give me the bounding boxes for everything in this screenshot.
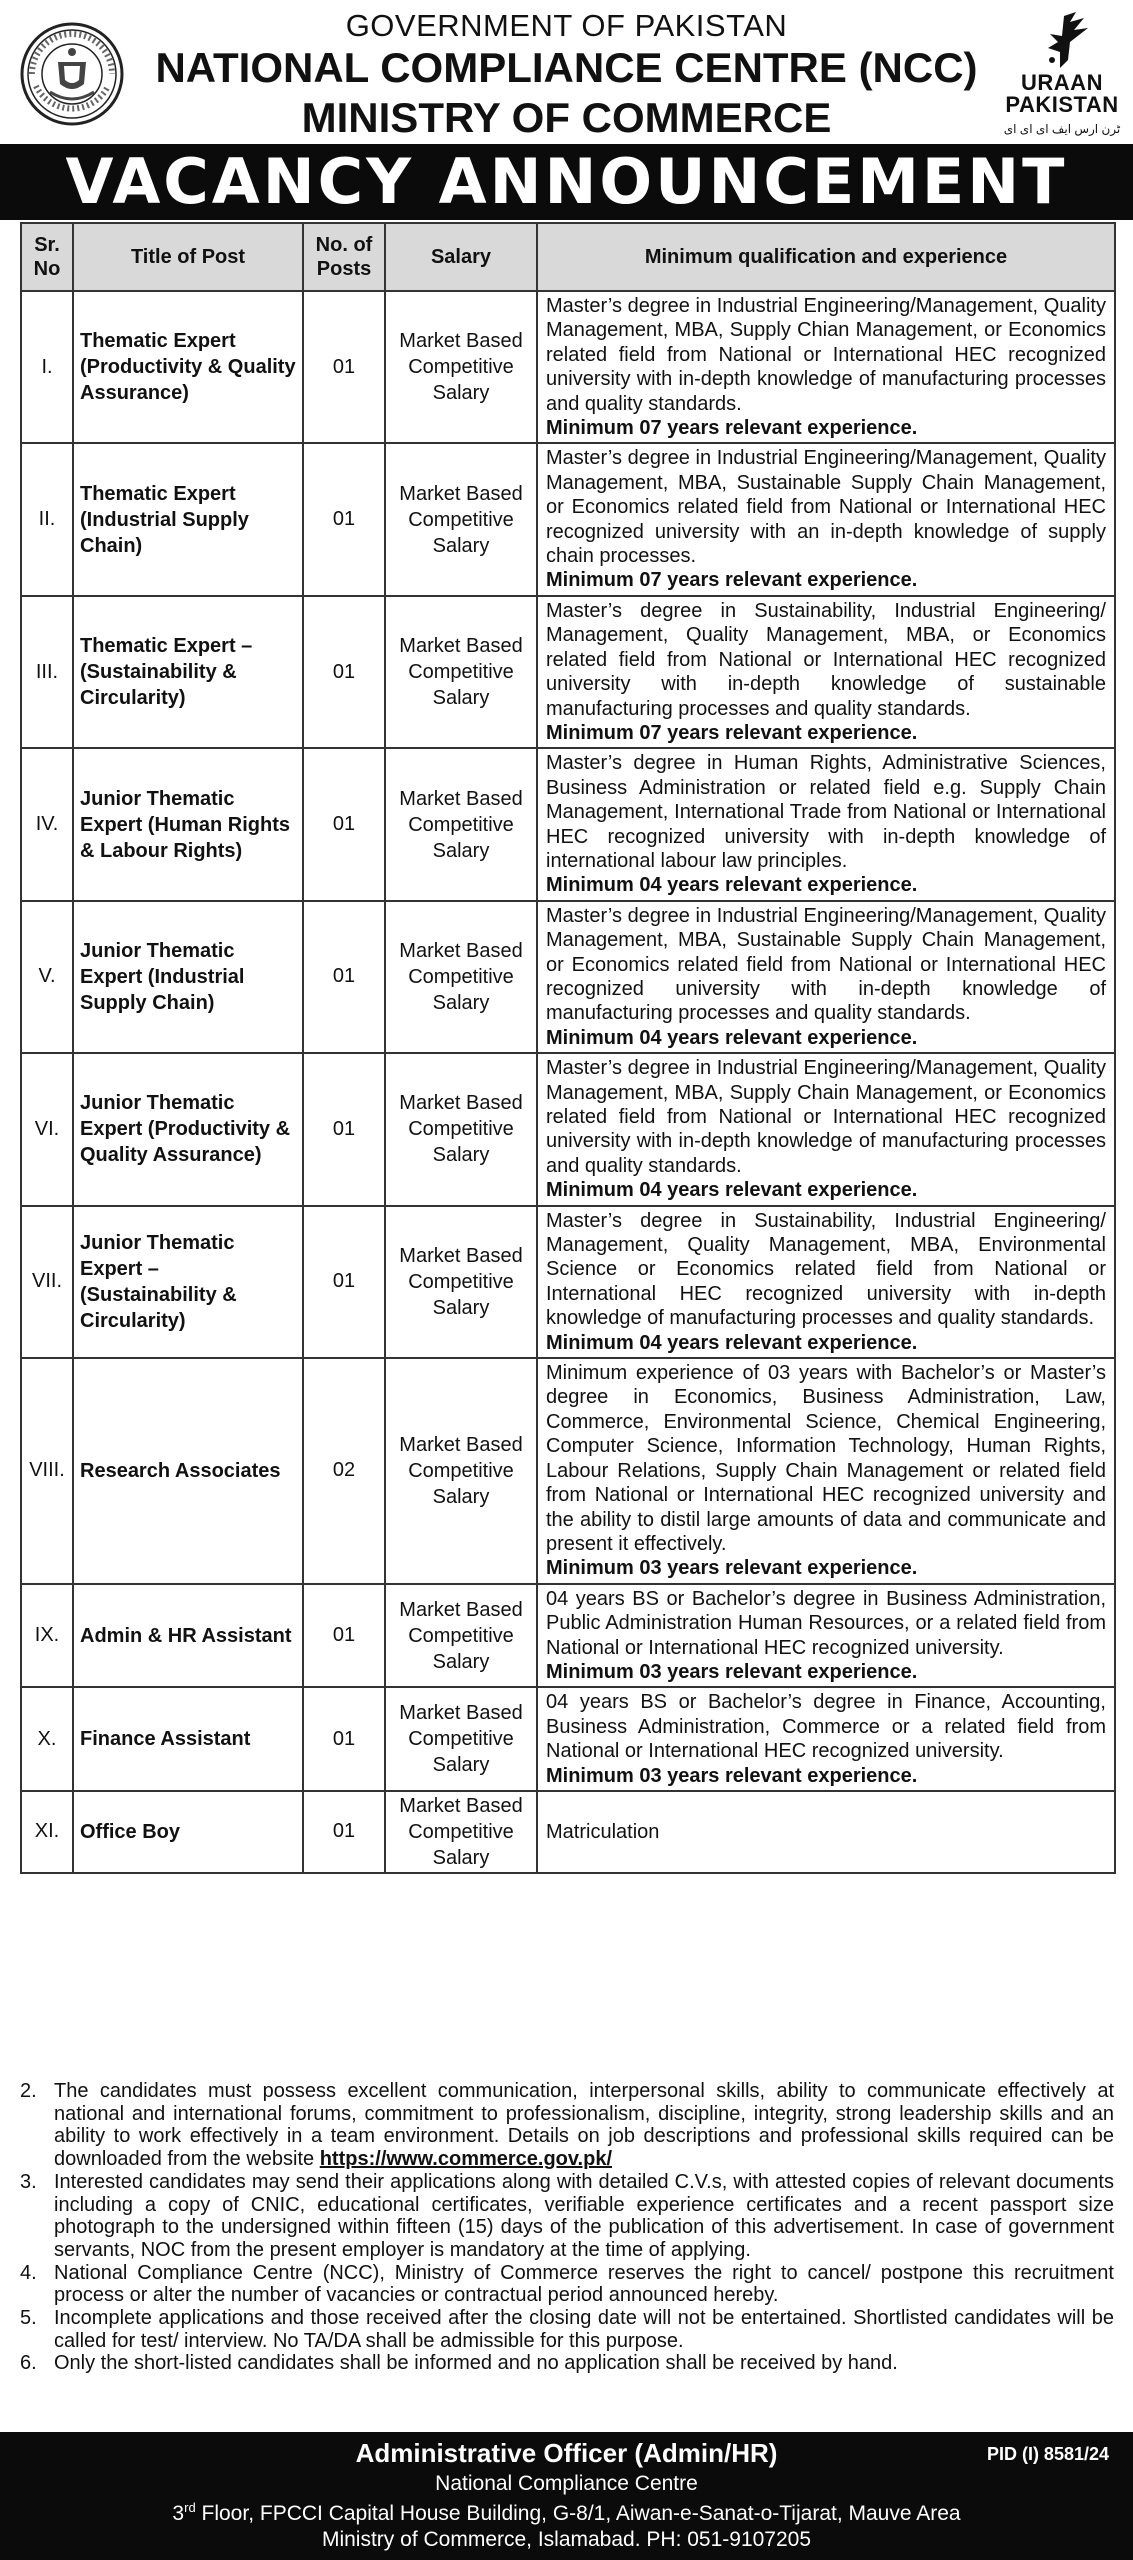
posts-count: 01	[303, 443, 385, 595]
sr-number: IV.	[21, 748, 73, 900]
posts-count: 01	[303, 596, 385, 748]
qualification-text: Master’s degree in Industrial Engineering/Management, Quality Management, MBA, Supply Chain Management, or Economics related field from National or International HEC recognized university with in-depth knowledge of manufacturing processes and quality standards.	[546, 1057, 1106, 1177]
qualification-text: Master’s degree in Sustainability, Industrial Engineering/ Management, Quality Management, MBA, Environmental Science or Economics related field from National or International HEC recognized university with in-depth knowledge of manufacturing processes and quality standards.	[546, 1209, 1106, 1330]
post-title: Junior Thematic Expert (Productivity & Quality Assurance)	[73, 1053, 303, 1205]
organization-heading: NATIONAL COMPLIANCE CENTRE (NCC)	[155, 44, 978, 91]
note-text: Interested candidates may send their applications along with detailed C.V.s, with attested copies of relevant documents including a copy of CNIC, educational certificates, verifiable experience certificates and a recent passport size photograph to the undersigned within fifteen (15) days of the publication of this advertisement. In case of government servants, NOC from the present employer is mandatory at the time of applying.	[54, 2170, 1114, 2261]
table-header-row	[21, 223, 1115, 291]
header-qualification: Minimum qualification and experience	[537, 223, 1115, 291]
uraan-logo-text: URAAN PAKISTAN	[1005, 70, 1119, 117]
header-title-of-post: Title of Post	[73, 223, 303, 291]
posts-count: 01	[303, 1584, 385, 1688]
uraan-tagline: ٹرن ارس ایف ای ای ای	[1003, 122, 1121, 136]
post-title: Thematic Expert (Industrial Supply Chain)	[73, 443, 303, 595]
sr-number: VII.	[21, 1206, 73, 1358]
post-title: Junior Thematic Expert (Industrial Supply Chain)	[73, 901, 303, 1053]
ministry-heading: MINISTRY OF COMMERCE	[301, 94, 832, 141]
qualification-text: 04 years BS or Bachelor’s degree in Business Administration, Public Administration Human Resources, or a related field from National or International HEC recognized university.	[546, 1587, 1106, 1659]
vacancy-banner: VACANCY ANNOUNCEMENT	[0, 144, 1133, 220]
sr-number: II.	[21, 443, 73, 595]
note-text-wrap	[54, 2262, 1114, 2307]
posts-count: 01	[303, 901, 385, 1053]
table-row	[21, 1053, 1115, 1205]
experience-requirement: Minimum 04 years relevant experience.	[546, 1179, 918, 1202]
qualification-text: Master’s degree in Human Rights, Administrative Sciences, Business Administration or related field e.g. Supply Chain Management, International Trade from National or International HEC recognized university with in-depth knowledge of international labour law principles.	[546, 752, 1106, 872]
experience-requirement: Minimum 07 years relevant experience.	[546, 417, 918, 440]
note-text: Only the short-listed candidates shall be informed and no application shall be received by hand.	[54, 2352, 898, 2375]
table-row	[21, 1791, 1115, 1873]
posts-count: 01	[303, 1687, 385, 1791]
signatory-address-line-2: Ministry of Commerce, Islamabad. PH: 051-9107205	[321, 2528, 812, 2551]
note-text-wrap	[54, 2171, 1114, 2262]
commerce-website-link[interactable]: https://www.commerce.gov.pk/	[319, 2148, 612, 2171]
note-text: The candidates must possess excellent communication, interpersonal skills, ability to communicate effectively at national and international forums, commitment to professionalism, discipline, integrity, strong leadership skills and an ability to work effectively in a team environment. Details on job descriptions and professional skills required can be downloaded from the website	[54, 2080, 1114, 2171]
salary-value: Market Based Competitive Salary	[385, 291, 537, 443]
note-item	[20, 2171, 1114, 2262]
qualification-cell	[537, 1206, 1115, 1358]
note-text-wrap	[54, 2307, 1114, 2352]
qualification-cell	[537, 1687, 1115, 1791]
qualification-cell	[537, 748, 1115, 900]
posts-count: 01	[303, 291, 385, 443]
sr-number: I.	[21, 291, 73, 443]
experience-requirement: Minimum 04 years relevant experience.	[546, 1331, 918, 1354]
salary-value: Market Based Competitive Salary	[385, 1584, 537, 1688]
table-row	[21, 1358, 1115, 1584]
qualification-text: Master’s degree in Industrial Engineering/Management, Quality Management, MBA, Sustainable Supply Chain Management, or Economics related field from National or International HEC recognized university with in-depth knowledge of manufacturing processes and quality standards.	[546, 904, 1106, 1025]
address-floor-suffix: rd	[184, 2500, 196, 2515]
note-item	[20, 2307, 1114, 2352]
qualification-cell	[537, 443, 1115, 595]
note-text: Incomplete applications and those received after the closing date will not be entertained. Shortlisted candidates will be called for test/ interview. No TA/DA shall be admissible for this purpose.	[54, 2307, 1114, 2352]
salary-value: Market Based Competitive Salary	[385, 1358, 537, 1584]
post-title: Junior Thematic Expert – (Sustainability & Circularity)	[73, 1206, 303, 1358]
salary-value: Market Based Competitive Salary	[385, 901, 537, 1053]
post-title: Thematic Expert – (Sustainability & Circularity)	[73, 596, 303, 748]
qualification-cell	[537, 1358, 1115, 1584]
post-title: Finance Assistant	[73, 1687, 303, 1791]
posts-count: 02	[303, 1358, 385, 1584]
posts-count: 01	[303, 1791, 385, 1873]
qualification-cell	[537, 1053, 1115, 1205]
salary-value: Market Based Competitive Salary	[385, 1791, 537, 1873]
header-sr-no: Sr. No	[21, 223, 73, 291]
qualification-text: Master’s degree in Industrial Engineering/Management, Quality Management, MBA, Supply Chian Management, or Economics related field from National or International HEC recognized university with in-depth knowledge of manufacturing processes and quality standards.	[546, 295, 1106, 415]
experience-requirement: Minimum 03 years relevant experience.	[546, 1764, 918, 1787]
table-row	[21, 291, 1115, 443]
qualification-cell	[537, 1584, 1115, 1688]
sr-number: V.	[21, 901, 73, 1053]
qualification-text: Master’s degree in Sustainability, Industrial Engineering/ Management, Quality Management, MBA, or Economics related field from National or International HEC recognized university with in-depth knowledge of sustainable manufacturing processes and quality standards.	[546, 599, 1106, 720]
salary-value: Market Based Competitive Salary	[385, 596, 537, 748]
table-row	[21, 1687, 1115, 1791]
table-row	[21, 1206, 1115, 1358]
signatory-centre: National Compliance Centre	[435, 2472, 698, 2495]
posts-count: 01	[303, 1053, 385, 1205]
vacancy-table	[20, 222, 1116, 1874]
sr-number: VIII.	[21, 1358, 73, 1584]
post-title: Admin & HR Assistant	[73, 1584, 303, 1688]
post-title: Office Boy	[73, 1791, 303, 1873]
note-text-wrap	[54, 2080, 1114, 2171]
salary-value: Market Based Competitive Salary	[385, 1687, 537, 1791]
experience-requirement: Minimum 07 years relevant experience.	[546, 721, 918, 744]
experience-requirement: Minimum 03 years relevant experience.	[546, 1557, 918, 1580]
table-row	[21, 901, 1115, 1053]
note-item	[20, 2352, 1114, 2375]
experience-requirement: Minimum 03 years relevant experience.	[546, 1660, 918, 1683]
note-item	[20, 2262, 1114, 2307]
posts-count: 01	[303, 1206, 385, 1358]
sr-number: VI.	[21, 1053, 73, 1205]
experience-requirement: Minimum 04 years relevant experience.	[546, 1026, 918, 1049]
post-title: Thematic Expert (Productivity & Quality Assurance)	[73, 291, 303, 443]
signatory-title: Administrative Officer (Admin/HR)	[355, 2438, 778, 2468]
signatory-address	[0, 2500, 1133, 2526]
salary-value: Market Based Competitive Salary	[385, 748, 537, 900]
table-row	[21, 1584, 1115, 1688]
table-row	[21, 443, 1115, 595]
qualification-cell	[537, 901, 1115, 1053]
government-heading: GOVERNMENT OF PAKISTAN	[345, 8, 788, 43]
header	[0, 0, 1133, 144]
qualification-text: Master’s degree in Industrial Engineering/Management, Quality Management, MBA, Sustainable Supply Chain Management, or Economics related field from National or International HEC recognized university with an in-depth knowledge of supply chain processes.	[546, 447, 1106, 568]
sr-number: X.	[21, 1687, 73, 1791]
falcon-icon	[1030, 12, 1094, 72]
qualification-cell	[537, 596, 1115, 748]
post-title: Research Associates	[73, 1358, 303, 1584]
salary-value: Market Based Competitive Salary	[385, 1053, 537, 1205]
note-item	[20, 2080, 1114, 2171]
qualification-text: Matriculation	[546, 1820, 660, 1843]
qualification-cell	[537, 1791, 1115, 1873]
sr-number: XI.	[21, 1791, 73, 1873]
note-text-wrap	[54, 2352, 1114, 2375]
note-number: 2.	[20, 2080, 37, 2102]
salary-value: Market Based Competitive Salary	[385, 1206, 537, 1358]
note-number: 3.	[20, 2170, 37, 2193]
pid-number: PID (I) 8581/24	[986, 2444, 1109, 2464]
header-salary: Salary	[385, 223, 537, 291]
note-number: 6.	[20, 2352, 37, 2375]
qualification-cell	[537, 291, 1115, 443]
experience-requirement: Minimum 07 years relevant experience.	[546, 569, 918, 592]
experience-requirement: Minimum 04 years relevant experience.	[546, 874, 918, 897]
uraan-pakistan-logo	[1002, 12, 1122, 140]
salary-value: Market Based Competitive Salary	[385, 443, 537, 595]
qualification-text: 04 years BS or Bachelor’s degree in Finance, Accounting, Business Administration, Commerce or a related field from National or International HEC recognized university.	[546, 1691, 1106, 1763]
sr-number: III.	[21, 596, 73, 748]
header-no-of-posts: No. of Posts	[303, 223, 385, 291]
table-row	[21, 748, 1115, 900]
note-number: 5.	[20, 2307, 37, 2330]
table-row	[21, 596, 1115, 748]
post-title: Junior Thematic Expert (Human Rights & Labour Rights)	[73, 748, 303, 900]
address-rest: Floor, FPCCI Capital House Building, G-8/1, Aiwan-e-Sanat-o-Tijarat, Mauve Area	[195, 2502, 961, 2525]
note-number: 4.	[20, 2261, 37, 2284]
notes-section	[20, 2080, 1114, 2375]
posts-count: 01	[303, 748, 385, 900]
address-floor: 3	[172, 2502, 185, 2525]
sr-number: IX.	[21, 1584, 73, 1688]
qualification-text: Minimum experience of 03 years with Bachelor’s or Master’s degree in Economics, Business Administration, Law, Commerce, Environmental Science, Chemical Engineering, Computer Science, Information Technology, Human Rights, Labour Relations, Supply Chain Management or related field from National or International HEC recognized university and the ability to distil large amounts of data and communicate and present it effectively.	[546, 1362, 1106, 1555]
note-text: National Compliance Centre (NCC), Ministry of Commerce reserves the right to cancel/ postpone this recruitment process or alter the number of vacancies or contractual period announced hereby.	[54, 2261, 1114, 2307]
footer	[0, 2432, 1133, 2560]
